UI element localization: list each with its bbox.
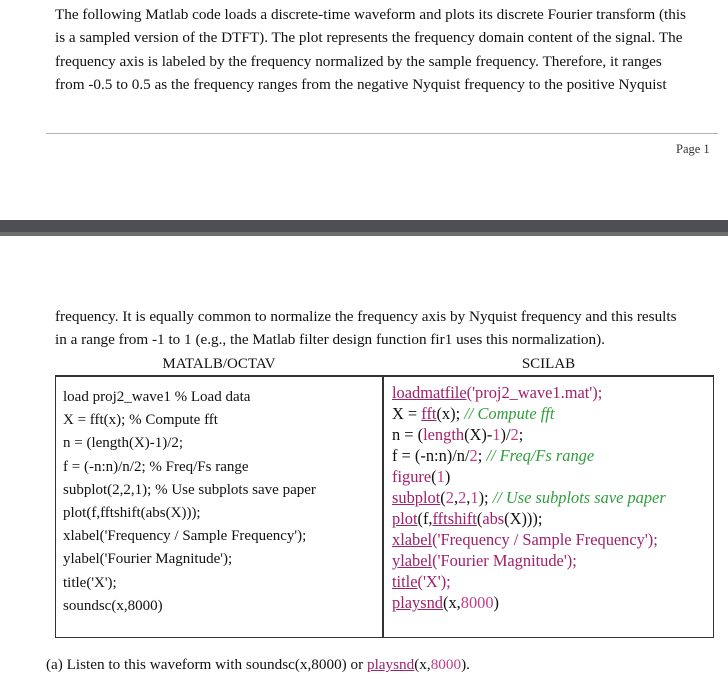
page-2-paragraph	[55, 305, 715, 352]
paragraph-line: is a sampled version of the DTFT). The plot represents the frequency domain content of the signal. The	[55, 29, 683, 47]
scilab-code-token: ('Fourier Magnitude');	[432, 551, 577, 570]
scilab-code-token: 1	[492, 425, 501, 444]
scilab-code-line	[392, 487, 713, 508]
scilab-code-line	[392, 592, 713, 613]
scilab-code-token: 1	[436, 467, 445, 486]
scilab-function-token[interactable]: playsnd	[392, 593, 443, 612]
scilab-function-token[interactable]: loadmatfile	[392, 383, 467, 402]
matlab-code-line: n = (length(X)-1)/2;	[63, 435, 184, 452]
scilab-code-token: );	[478, 488, 493, 507]
scilab-code-token: (	[476, 509, 483, 528]
paragraph-line: The following Matlab code loads a discrete-time waveform and plots its discrete Fourier transform (this	[55, 6, 686, 23]
matlab-code-line: plot(f,fftshift(abs(X)));	[63, 505, 201, 522]
scilab-code-token: // Use subplots save paper	[492, 488, 666, 507]
scilab-code-token: n = (	[392, 425, 424, 444]
scilab-code-token: (x);	[436, 404, 465, 423]
paragraph-line: frequency. It is equally common to normalize the frequency axis by Nyquist frequency and this results	[55, 308, 677, 325]
scilab-code-token: ;	[477, 446, 487, 465]
scilab-function-token[interactable]: xlabel	[392, 530, 433, 549]
page-1	[0, 0, 728, 220]
scilab-code-token: figure	[392, 467, 432, 486]
scilab-function-token[interactable]: ylabel	[392, 551, 433, 570]
matlab-code-line: X = fft(x); % Compute fft	[63, 412, 218, 429]
scilab-code-token: (X)));	[504, 509, 543, 528]
scilab-function-token[interactable]: title	[392, 572, 418, 591]
scilab-code-token: ('Frequency / Sample Frequency');	[432, 530, 658, 549]
page-1-paragraph	[55, 3, 715, 97]
question-a	[46, 656, 470, 674]
matlab-code-line: soundsc(x,8000)	[63, 597, 163, 614]
scilab-code-token: f = (-n:n)/n/	[392, 446, 470, 465]
matlab-code-cell	[55, 376, 383, 638]
scilab-code-token: 2	[510, 425, 519, 444]
scilab-code-token: (	[431, 467, 437, 486]
scilab-code-token: ('X');	[417, 572, 451, 591]
scilab-code-token: (	[440, 488, 446, 507]
scilab-code-line	[392, 382, 713, 403]
scilab-code-token: ,	[466, 488, 471, 507]
scilab-function-token[interactable]: fft	[421, 404, 437, 423]
scilab-code-cell	[383, 376, 714, 638]
scilab-code-token: 8000	[460, 593, 494, 612]
scilab-code-line	[392, 550, 713, 571]
scilab-code-token: 1	[470, 488, 479, 507]
scilab-code-token: )	[444, 467, 451, 486]
scilab-code-token: ;	[518, 425, 524, 444]
scilab-code-line	[392, 445, 713, 466]
page-number: Page 1	[676, 142, 710, 156]
scilab-code-token: 2	[445, 488, 454, 507]
scilab-function-token[interactable]: fftshift	[432, 509, 477, 528]
matlab-code-line: ylabel('Fourier Magnitude');	[63, 551, 233, 568]
scilab-code-line	[392, 466, 713, 487]
scilab-code-token: // Compute fft	[464, 404, 555, 423]
scilab-code-token: ,	[453, 488, 459, 507]
question-mid: (x,	[414, 656, 431, 673]
scilab-code-line	[392, 571, 713, 592]
scilab-code-token: // Freq/Fs range	[486, 446, 595, 465]
scilab-code-token: ('proj2_wave1.mat');	[466, 383, 603, 402]
scilab-function-token[interactable]: subplot	[392, 488, 441, 507]
scilab-code-token: (f,	[417, 509, 433, 528]
matlab-code-line: load proj2_wave1 % Load data	[63, 389, 251, 405]
playsnd-link[interactable]: playsnd	[366, 656, 415, 673]
scilab-code-line	[392, 403, 713, 424]
scilab-code-token: )/	[500, 425, 511, 444]
matlab-code-line: f = (-n:n)/n/2; % Freq/Fs range	[63, 458, 249, 475]
scilab-code-line	[392, 508, 713, 529]
scilab-header: SCILAB	[383, 353, 714, 376]
scilab-code-token: X =	[392, 404, 422, 423]
scilab-code-line	[392, 529, 713, 550]
scilab-code-token: 2	[458, 488, 467, 507]
scilab-code-token: 2	[469, 446, 478, 465]
paragraph-line: from -0.5 to 0.5 as the frequency ranges from the negative Nyquist frequency to the positive Nyquist	[55, 76, 667, 94]
scilab-code-line	[392, 424, 713, 445]
matlab-code-line: title('X');	[63, 574, 117, 591]
question-number: 8000	[430, 656, 462, 673]
scilab-code-token: abs	[482, 509, 505, 528]
matlab-header: MATALB/OCTAV	[55, 353, 383, 376]
scilab-code-token: length	[423, 425, 465, 444]
scilab-code-token: (X)-	[464, 425, 493, 444]
matlab-code-line: subplot(2,2,1); % Use subplots save paper	[63, 481, 316, 498]
scilab-code-token: )	[493, 593, 500, 612]
matlab-code-line: xlabel('Frequency / Sample Frequency');	[63, 528, 307, 545]
paragraph-line: in a range from -1 to 1 (e.g., the Matlab filter design function fir1 uses this normalization).	[55, 331, 605, 349]
code-comparison-table	[55, 353, 714, 638]
footer-divider	[46, 133, 718, 134]
question-prefix: (a) Listen to this waveform with soundsc(x,8000) or	[46, 656, 367, 673]
paragraph-line: frequency axis is labeled by the frequency normalized by the sample frequency. Therefore, it ranges	[55, 52, 662, 70]
question-suffix: ).	[461, 656, 470, 673]
scilab-code-token: (x,	[443, 593, 461, 612]
scilab-function-token[interactable]: plot	[392, 509, 418, 528]
